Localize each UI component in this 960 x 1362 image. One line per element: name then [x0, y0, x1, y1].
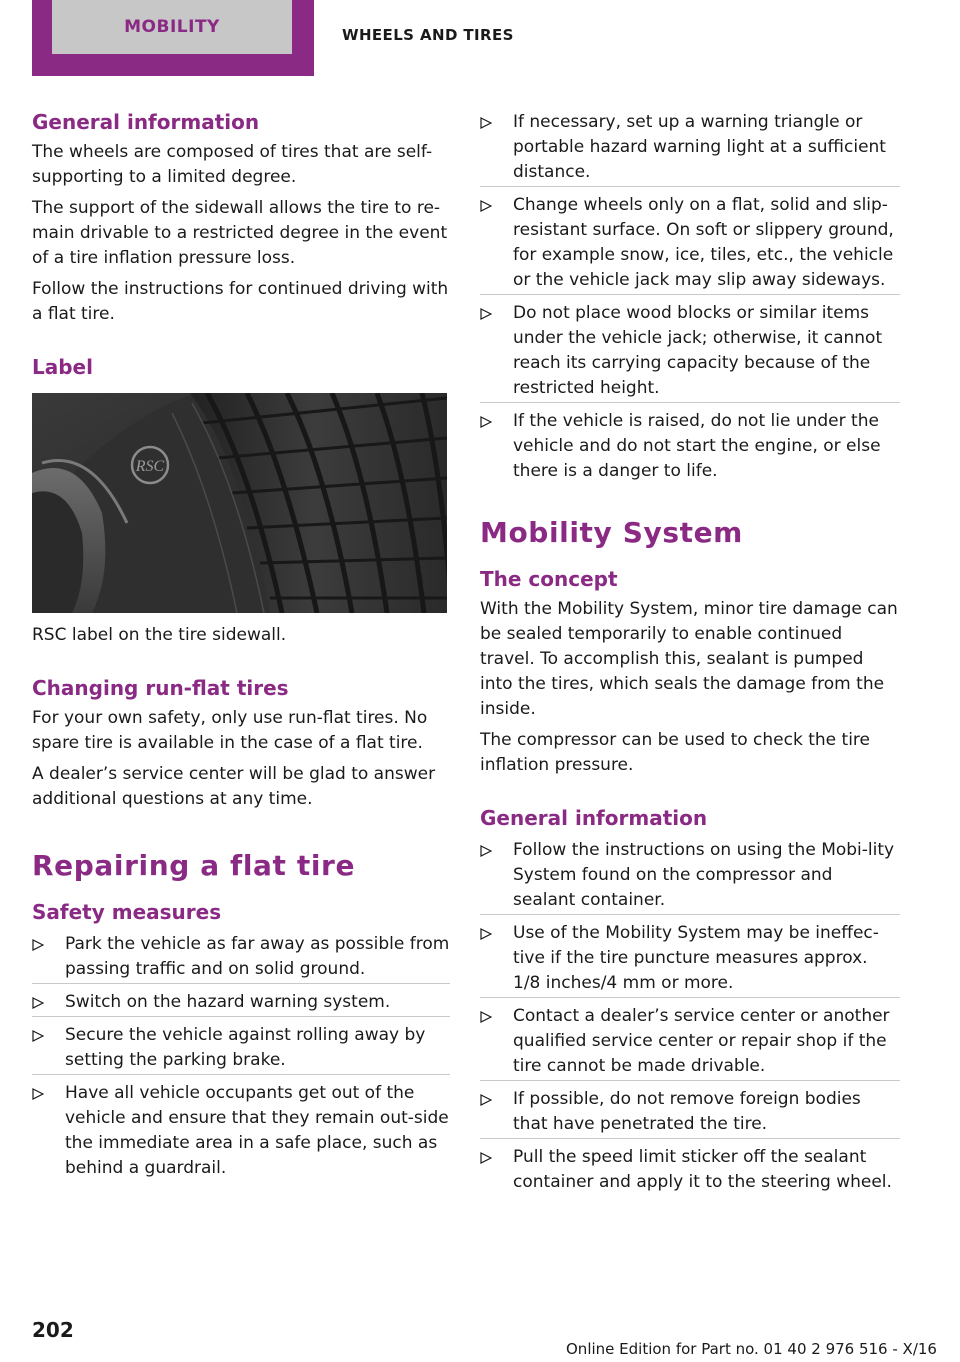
general-info-heading: General information: [32, 110, 260, 134]
triangle-bullet-icon: [480, 1094, 492, 1106]
list-item: Switch on the hazard warning system.: [32, 983, 450, 1016]
list-item: Change wheels only on a flat, solid and slip-resistant surface. On soft or slippery ground, for example snow, ice, tiles, etc., the vehicle or the vehicle jack may slip away sideways.: [480, 186, 900, 294]
tire-sidewall-image: [32, 393, 447, 613]
left-column: [32, 108, 450, 1182]
rsc-logo-icon: RSC: [135, 458, 165, 475]
header-section-title: WHEELS AND TIRES: [342, 26, 514, 44]
mobility-general-info-heading: General information: [480, 806, 708, 830]
general-info-paragraph-2: The support of the sidewall allows the tire to re-main drivable to a restricted degree in the event of a tire inflation pressure loss.: [32, 198, 448, 268]
list-item: Have all vehicle occupants get out of the vehicle and ensure that they remain out-side the immediate area in a safe place, such as behind a guardrail.: [32, 1074, 450, 1182]
triangle-bullet-icon: [480, 200, 492, 212]
header-tab: [32, 0, 314, 76]
safety-list-continued: [480, 108, 900, 485]
list-item: If the vehicle is raised, do not lie under the vehicle and do not start the engine, or else there is a danger to life.: [480, 402, 900, 485]
concept-paragraph-1: With the Mobility System, minor tire damage can be sealed temporarily to enable continued travel. To accomplish this, sealant is pumped into the tires, which seals the damage from the inside.: [480, 599, 898, 719]
list-item: Pull the speed limit sticker off the sealant container and apply it to the steering wheel.: [480, 1138, 900, 1196]
triangle-bullet-icon: [480, 117, 492, 129]
list-item: Secure the vehicle against rolling away by setting the parking brake.: [32, 1016, 450, 1074]
safety-heading: Safety measures: [32, 900, 222, 924]
list-item: Park the vehicle as far away as possible from passing traffic and on solid ground.: [32, 930, 450, 983]
triangle-bullet-icon: [480, 1011, 492, 1023]
list-item: Follow the instructions on using the Mobi-lity System found on the compressor and sealant container.: [480, 836, 900, 914]
page-number: 202: [32, 1318, 74, 1342]
safety-list: [32, 930, 450, 1182]
list-item: Use of the Mobility System may be ineffec-tive if the tire puncture measures approx. 1/8 inches/4 mm or more.: [480, 914, 900, 997]
changing-heading: Changing run-flat tires: [32, 676, 289, 700]
list-item: Contact a dealer’s service center or another qualified service center or repair shop if the tire cannot be made drivable.: [480, 997, 900, 1080]
triangle-bullet-icon: [32, 1088, 44, 1100]
triangle-bullet-icon: [480, 1152, 492, 1164]
right-column: [480, 108, 900, 1196]
label-heading: Label: [32, 355, 93, 379]
triangle-bullet-icon: [480, 308, 492, 320]
concept-heading: The concept: [480, 567, 618, 591]
triangle-bullet-icon: [32, 997, 44, 1009]
mobility-system-heading: Mobility System: [480, 516, 743, 549]
changing-paragraph-2: A dealer’s service center will be glad to answer additional questions at any time.: [32, 764, 436, 809]
image-caption: RSC label on the tire sidewall.: [32, 625, 287, 645]
list-item: Do not place wood blocks or similar items under the vehicle jack; otherwise, it cannot reach its carrying capacity because of the restricted height.: [480, 294, 900, 402]
header-tab-label: MOBILITY: [52, 0, 292, 54]
triangle-bullet-icon: [480, 416, 492, 428]
edition-footer: Online Edition for Part no. 01 40 2 976 516 - X/16: [566, 1340, 937, 1358]
concept-paragraph-2: The compressor can be used to check the tire inflation pressure.: [480, 730, 870, 775]
repair-heading: Repairing a flat tire: [32, 849, 356, 882]
mobility-general-list: [480, 836, 900, 1196]
changing-paragraph-1: For your own safety, only use run-flat tires. No spare tire is available in the case of a flat tire.: [32, 708, 428, 753]
triangle-bullet-icon: [480, 928, 492, 940]
triangle-bullet-icon: [480, 845, 492, 857]
list-item: If necessary, set up a warning triangle or portable hazard warning light at a sufficient distance.: [480, 108, 900, 186]
triangle-bullet-icon: [32, 939, 44, 951]
general-info-paragraph-1: The wheels are composed of tires that are self-supporting to a limited degree.: [32, 142, 433, 187]
general-info-paragraph-3: Follow the instructions for continued driving with a flat tire.: [32, 279, 449, 324]
triangle-bullet-icon: [32, 1030, 44, 1042]
list-item: If possible, do not remove foreign bodies that have penetrated the tire.: [480, 1080, 900, 1138]
